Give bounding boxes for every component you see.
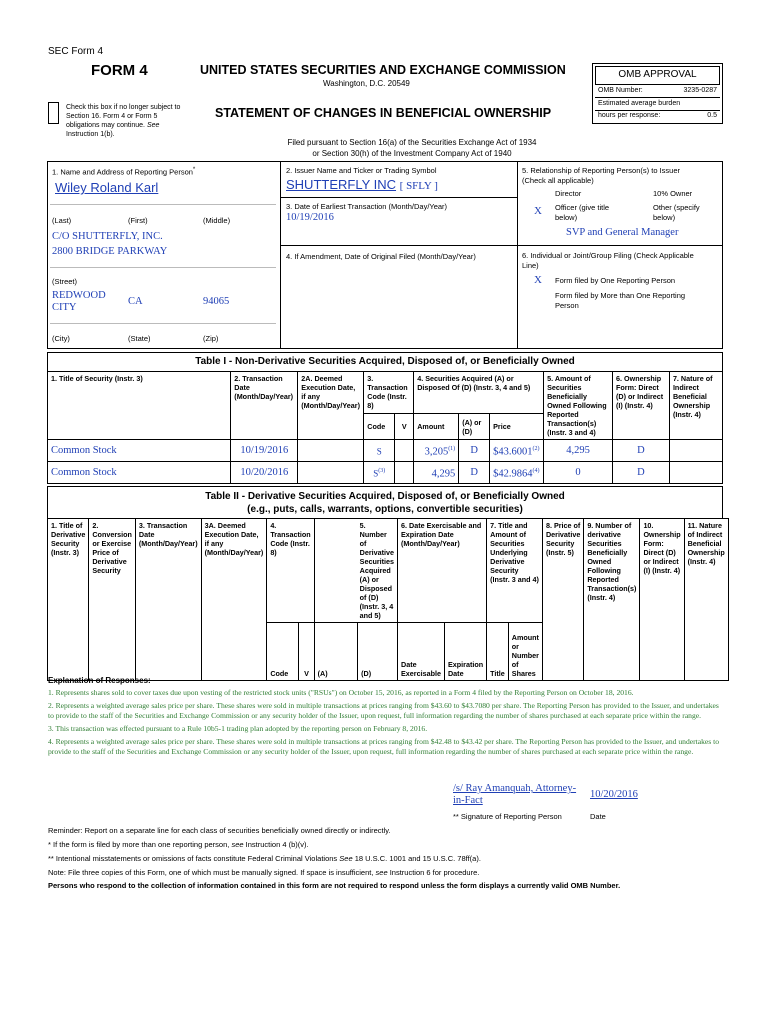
t1-r2-title: Common Stock — [48, 462, 231, 484]
street-label: (Street) — [52, 277, 78, 286]
omb-hours-value: 0.5 — [707, 112, 717, 119]
director-label: Director — [555, 189, 582, 198]
omb-approval-box — [592, 63, 723, 124]
footnote-4: 4. Represents a weighted average sales price per share. These shares were sold in multiple transactions at prices ranging from $42.48 to $43.42 per share. The Reporting Person has provided to the Issuer, and undertakes to provide to the staff of the Securities and Exchange Commission or any security holder of the Issuer, upon request, full information regarding the number of shares purchased at each separate price within the range. — [48, 737, 720, 756]
explanation-label: Explanation of Responses: — [48, 676, 151, 685]
signature-label: ** Signature of Reporting Person — [453, 812, 562, 821]
earliest-transaction-date: 10/19/2016 — [286, 212, 334, 223]
omb-hours-label: hours per response: — [598, 112, 661, 119]
t1-r1-code: S — [364, 440, 395, 462]
t1-h-code-sub: Code — [364, 414, 395, 440]
t1-r1-v — [395, 440, 414, 462]
commission-title: UNITED STATES SECURITIES AND EXCHANGE COMMISSION — [200, 63, 566, 77]
city-label: (City) — [52, 334, 70, 343]
footer-note-2: ** Intentional misstatements or omissions of facts constitute Federal Criminal Violations See 18 U.S.C. 1001 and 15 U.S.C. 78ff(a). — [48, 854, 481, 863]
t1-h-amount-sub: Amount — [414, 414, 459, 440]
table-row — [48, 440, 723, 462]
t1-r1-deemed — [298, 440, 364, 462]
sec-form-label: SEC Form 4 — [48, 46, 104, 57]
t1-r2-code: $S^{(3)}$ — [364, 462, 395, 484]
omb-number-label: OMB Number: — [598, 87, 643, 94]
officer-title: SVP and General Manager — [566, 227, 679, 238]
t2-h-ownership-form: 10. Ownership Form: Direct (D) or Indirect (I) (Instr. 4) — [640, 519, 684, 681]
table1 — [47, 371, 723, 484]
t2-h-exercisable: 6. Date Exercisable and Expiration Date (Month/Day/Year) — [398, 519, 487, 623]
t1-r1-nature — [669, 440, 722, 462]
t1-r2-form: D — [613, 462, 670, 484]
box1-label: 1. Name and Address of Reporting Person* — [52, 167, 196, 177]
omb-title: OMB APPROVAL — [595, 66, 720, 85]
t1-r2-nature — [669, 462, 722, 484]
table1-title: Table I - Non-Derivative Securities Acquired, Disposed of, or Beneficially Owned — [47, 352, 723, 372]
t1-r2-deemed — [298, 462, 364, 484]
box3-label: 3. Date of Earliest Transaction (Month/Day/Year) — [286, 202, 448, 211]
t1-r2-amount: 4,295 — [414, 462, 459, 484]
address-line-2: 2800 BRIDGE PARKWAY — [52, 246, 168, 257]
t1-h-price-sub: Price — [490, 414, 544, 440]
omb-burden-label: Estimated average burden — [598, 100, 681, 107]
footer-note-3: Note: File three copies of this Form, one of which must be manually signed. If space is insufficient, see Instruction 6 for procedure. — [48, 868, 480, 877]
signature-date: 10/20/2016 — [590, 789, 638, 800]
t2-h-v-sub: V — [299, 623, 314, 681]
omb-disclaimer: Persons who respond to the collection of information contained in this form are not required to respond unless the form displays a currently valid OMB Number. — [48, 881, 621, 890]
zip-label: (Zip) — [203, 334, 219, 343]
t1-r2-v — [395, 462, 414, 484]
issuer-name[interactable]: SHUTTERFLY INC [ SFLY ] — [286, 177, 438, 192]
statement-title: STATEMENT OF CHANGES IN BENEFICIAL OWNERSHIP — [215, 106, 552, 120]
city-value: REDWOOD CITY — [52, 290, 106, 313]
t1-h-aord-sub: (A) or (D) — [459, 414, 490, 440]
t2-h-title-sub: Title — [487, 623, 509, 681]
t2-h-date: 3. Transaction Date (Month/Day/Year) — [135, 519, 201, 681]
signature: /s/ Ray Amanquah, Attorney- in-Fact — [453, 783, 577, 806]
t2-h-code: 4. Transaction Code (Instr. 8) — [267, 519, 314, 623]
footnote-1: 1. Represents shares sold to cover taxes due upon vesting of the restricted stock units ("RSUs") on October 15, 2016, as reported in a Form 4 filed by the Reporting Person on October 18, 2016. — [48, 688, 634, 697]
reminder-text: Reminder: Report on a separate line for each class of securities beneficially owned directly or indirectly. — [48, 826, 391, 835]
box6-label: 6. Individual or Joint/Group Filing (Check Applicable Line) — [522, 251, 694, 270]
t1-r1-owned: 4,295 — [544, 440, 613, 462]
t1-h-deemed: 2A. Deemed Execution Date, if any (Month/Day/Year) — [298, 372, 364, 440]
t1-h-ownership-form: 6. Ownership Form: Direct (D) or Indirect (I) (Instr. 4) — [613, 372, 670, 440]
footnote-3: 3. This transaction was effected pursuant to a Rule 10b5-1 trading plan adopted by the reporting person on February 8, 2016. — [48, 724, 428, 733]
officer-checkmark[interactable]: X — [534, 205, 542, 217]
t1-r1-date: 10/19/2016 — [231, 440, 298, 462]
reporting-person-name[interactable]: Wiley Roland Karl — [55, 180, 159, 195]
t1-r1-price: $43.6001$^{(2)}$ — [490, 440, 544, 462]
t2-h-title: 1. Title of Derivative Security (Instr. 3) — [48, 519, 89, 681]
table-row — [48, 462, 723, 484]
no-longer-subject-checkbox[interactable] — [48, 102, 59, 124]
t1-r1-ad: D — [459, 440, 490, 462]
t2-h-code-sub: Code — [267, 623, 299, 681]
state-value: CA — [128, 296, 143, 307]
more-persons-label: Form filed by More than One Reporting Person — [555, 291, 686, 310]
t2-h-number-owned: 9. Number of derivative Securities Beneficially Owned Following Reported Transaction(s) (Instr. 4) — [584, 519, 640, 681]
filed-pursuant-text: Filed pursuant to Section 16(a) of the Securities Exchange Act of 1934 or Section 30(h) of the Investment Company Act of 1940 — [287, 138, 537, 158]
last-label: (Last) — [52, 216, 72, 225]
t2-h-date-ex-sub: Date Exercisable — [398, 623, 445, 681]
t1-h-date: 2. Transaction Date (Month/Day/Year) — [231, 372, 298, 440]
one-person-checkmark[interactable]: X — [534, 274, 542, 286]
date-label: Date — [590, 812, 606, 821]
footnote-2: 2. Represents a weighted average sales price per share. These shares were sold in multiple transactions at prices ranging from $43.60 to $43.7080 per share. The Reporting Person has provided to the Issuer, and undertakes to provide to the staff of the Securities and Exchange Commission or any security holder of the Issuer, upon request, full information regarding the number of shares purchased at each separate price within the range. — [48, 701, 719, 720]
t2-h-number: 5. Number of Derivative Securities Acquired (A) or Disposed of (D) (Instr. 3, 4 and 5) — [314, 519, 397, 623]
t2-h-a-sub: (A) — [314, 623, 357, 681]
t2-h-price: 8. Price of Derivative Security (Instr. 5) — [542, 519, 583, 681]
checkbox-caption: Check this box if no longer subject to Section 16. Form 4 or Form 5 obligations may continue. See Instruction 1(b). — [66, 104, 181, 138]
state-label: (State) — [128, 334, 151, 343]
address-line-1: C/O SHUTTERFLY, INC. — [52, 231, 163, 242]
t2-h-deemed: 3A. Deemed Execution Date, if any (Month/Day/Year) — [201, 519, 267, 681]
form-title: FORM 4 — [91, 62, 148, 79]
other-label: Other (specify below) — [653, 203, 700, 222]
explanation-notes — [48, 688, 720, 757]
one-person-label: Form filed by One Reporting Person — [555, 276, 676, 285]
t1-r1-title: Common Stock — [48, 440, 231, 462]
box2-label: 2. Issuer Name and Ticker or Trading Symbol — [286, 166, 437, 175]
first-label: (First) — [128, 216, 148, 225]
zip-value: 94065 — [203, 296, 230, 307]
t1-h-securities: 4. Securities Acquired (A) or Disposed Of (D) (Instr. 3, 4 and 5) — [414, 372, 544, 414]
table2-title: Table II - Derivative Securities Acquired, Disposed of, or Beneficially Owned (e.g., puts, calls, warrants, options, convertible securities) — [47, 486, 723, 519]
middle-label: (Middle) — [203, 216, 231, 225]
t2-h-d-sub: (D) — [358, 623, 398, 681]
t2-h-conversion: 2. Conversion or Exercise Price of Derivative Security — [89, 519, 136, 681]
t1-h-v-sub: V — [395, 414, 414, 440]
box5-label: 5. Relationship of Reporting Person(s) to Issuer (Check all applicable) — [522, 166, 680, 185]
t1-r2-owned: 0 — [544, 462, 613, 484]
t1-h-code: 3. Transaction Code (Instr. 8) — [364, 372, 414, 414]
t1-h-amount-owned: 5. Amount of Securities Beneficially Owned Following Reported Transaction(s) (Instr. 3 and 4) — [544, 372, 613, 440]
t2-h-exp-sub: Expiration Date — [444, 623, 486, 681]
t1-h-nature: 7. Nature of Indirect Beneficial Ownership (Instr. 4) — [669, 372, 722, 440]
officer-label: Officer (give title below) — [555, 203, 610, 222]
box4-label: 4. If Amendment, Date of Original Filed (Month/Day/Year) — [286, 252, 476, 261]
t1-r2-price: $42.9864$^{(4)}$ — [490, 462, 544, 484]
t2-h-underlying: 7. Title and Amount of Securities Underlying Derivative Security (Instr. 3 and 4) — [487, 519, 543, 623]
t2-h-nature: 11. Nature of Indirect Beneficial Ownership (Instr. 4) — [684, 519, 728, 681]
footer-note-1: * If the form is filed by more than one reporting person, see Instruction 4 (b)(v). — [48, 840, 309, 849]
t1-r1-amount: 3,205$^{(1)}$ — [414, 440, 459, 462]
t1-r2-date: 10/20/2016 — [231, 462, 298, 484]
commission-city: Washington, D.C. 20549 — [323, 79, 410, 88]
ten-percent-owner-label: 10% Owner — [653, 189, 693, 198]
omb-number-value: 3235-0287 — [683, 87, 717, 94]
table2 — [47, 518, 729, 681]
t1-r2-ad: D — [459, 462, 490, 484]
t2-h-amount-sub: Amount or Number of Shares — [508, 623, 542, 681]
t1-r1-form: D — [613, 440, 670, 462]
t1-h-title: 1. Title of Security (Instr. 3) — [48, 372, 231, 440]
